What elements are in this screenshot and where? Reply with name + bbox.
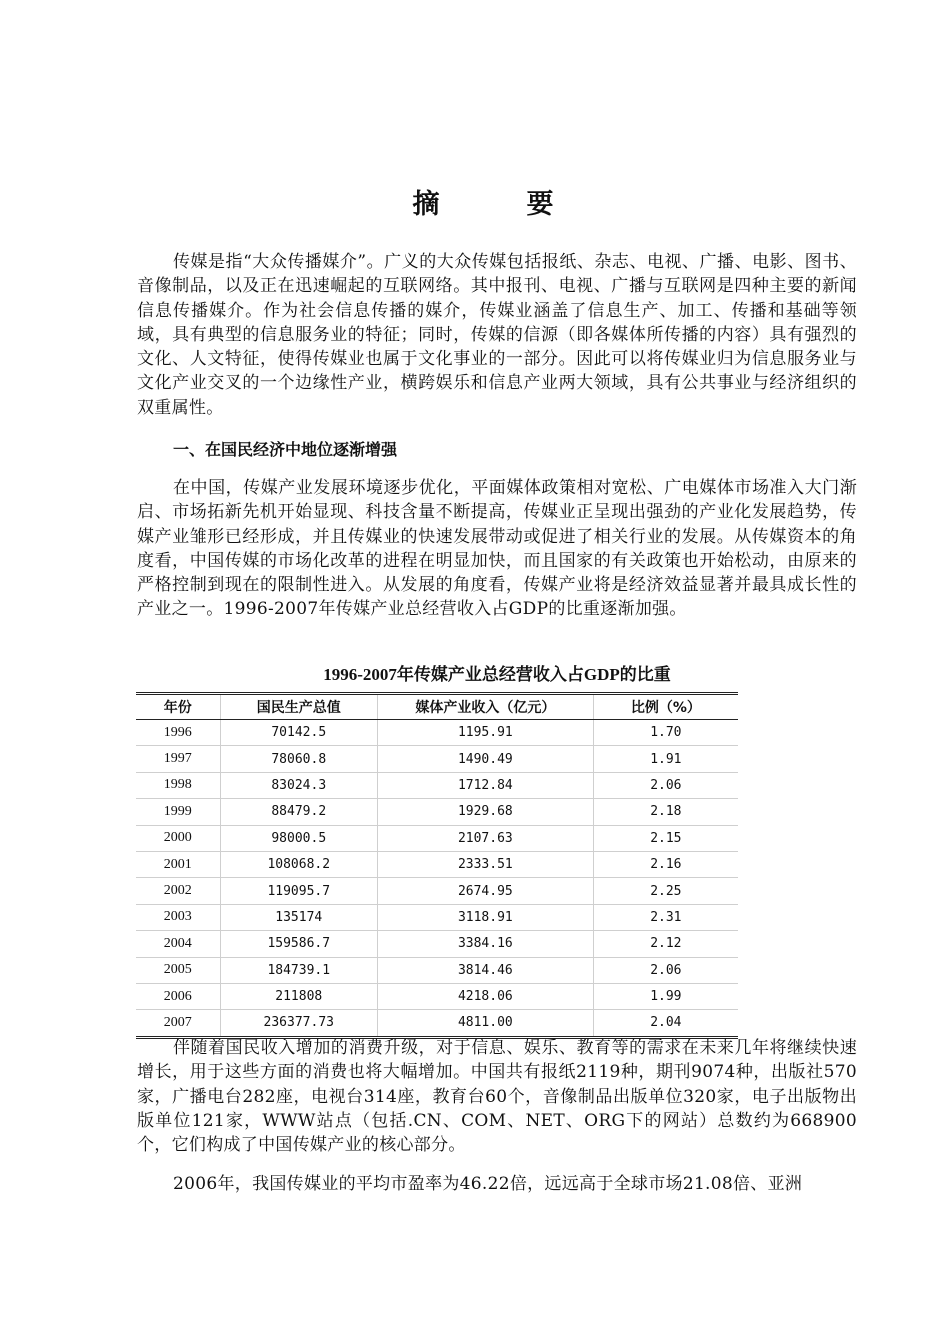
cell-gdp: 135174 [220,904,377,930]
table-header-row [136,694,738,720]
cell-ratio: 2.15 [593,825,738,851]
header-media-income: 媒体产业收入（亿元） [377,694,593,720]
gdp-ratio-table [136,692,738,1039]
cell-gdp: 236377.73 [220,1010,377,1037]
cell-media-income: 4218.06 [377,983,593,1009]
cell-year: 1996 [136,720,220,746]
cell-media-income: 1929.68 [377,799,593,825]
table-row [136,746,738,772]
table-row [136,851,738,877]
cell-year: 1998 [136,772,220,798]
cell-ratio: 2.18 [593,799,738,825]
cell-ratio: 2.16 [593,851,738,877]
cell-ratio: 2.25 [593,878,738,904]
cell-gdp: 184739.1 [220,957,377,983]
table-row [136,825,738,851]
cell-ratio: 1.91 [593,746,738,772]
cell-ratio: 1.99 [593,983,738,1009]
last-paragraph: 2006年，我国传媒业的平均市盈率为46.22倍，远远高于全球市场21.08倍、亚洲 [173,1174,803,1194]
header-year: 年份 [136,694,220,720]
cell-gdp: 70142.5 [220,720,377,746]
section-heading: 一、在国民经济中地位逐渐增强 [173,440,398,459]
table-row [136,772,738,798]
cell-gdp: 211808 [220,983,377,1009]
cell-year: 2006 [136,983,220,1009]
cell-media-income: 2674.95 [377,878,593,904]
cell-gdp: 98000.5 [220,825,377,851]
intro-paragraph: 传媒是指“大众传播媒介”。广义的大众传媒包括报纸、杂志、电视、广播、电影、图书、音像制品，以及正在迅速崛起的互联网络。其中报刊、电视、广播与互联网是四种主要的新闻信息传播媒介。作为社会信息传播的媒介，传媒业涵盖了信息生产、加工、传播和基础等领域，具有典型的信息服务业的特征；同时，传媒的信源（即各媒体所传播的内容）具有强烈的文化、人文特征，使得传媒业也属于文化事业的一部分。因此可以将传媒业归为信息服务业与文化产业交叉的一个边缘性产业，横跨娱乐和信息产业两大领域，具有公共事业与经济组织的双重属性。 [137,252,857,418]
cell-ratio: 2.12 [593,931,738,957]
table-body [136,720,738,1038]
table-title: 1996-2007年传媒产业总经营收入占GDP的比重 [323,665,671,684]
cell-year: 2003 [136,904,220,930]
cell-media-income: 2333.51 [377,851,593,877]
cell-media-income: 1195.91 [377,720,593,746]
cell-ratio: 1.70 [593,720,738,746]
cell-year: 2007 [136,1010,220,1037]
cell-ratio: 2.06 [593,957,738,983]
cell-ratio: 2.31 [593,904,738,930]
header-gdp: 国民生产总值 [220,694,377,720]
cell-year: 1999 [136,799,220,825]
table-row [136,957,738,983]
cell-media-income: 3384.16 [377,931,593,957]
table-row [136,1010,738,1037]
cell-media-income: 1490.49 [377,746,593,772]
after-table-paragraph: 伴随着国民收入增加的消费升级，对于信息、娱乐、教育等的需求在未来几年将继续快速增长，用于这些方面的消费也将大幅增加。中国共有报纸2119种，期刊9074种，出版社570家，广播电台282座，电视台314座，教育台60个，音像制品出版单位320家，电子出版物出版单位121家，WWW站点（包括.CN、COM、NET、ORG下的网站）总数约为668900个，它们构成了中国传媒产业的核心部分。 [137,1038,857,1156]
cell-year: 2001 [136,851,220,877]
cell-media-income: 4811.00 [377,1010,593,1037]
cell-year: 2000 [136,825,220,851]
cell-year: 1997 [136,746,220,772]
header-ratio: 比例（%） [593,694,738,720]
table-row [136,878,738,904]
cell-year: 2002 [136,878,220,904]
cell-ratio: 2.06 [593,772,738,798]
table-row [136,904,738,930]
cell-gdp: 83024.3 [220,772,377,798]
table-row [136,931,738,957]
page-title: 摘 要 [412,189,584,220]
cell-gdp: 88479.2 [220,799,377,825]
cell-media-income: 3814.46 [377,957,593,983]
cell-ratio: 2.04 [650,1015,682,1031]
cell-media-income: 1712.84 [377,772,593,798]
cell-media-income: 2107.63 [377,825,593,851]
cell-gdp: 78060.8 [220,746,377,772]
section-body-paragraph: 在中国，传媒产业发展环境逐步优化，平面媒体政策相对宽松、广电媒体市场准入大门渐启、市场拓新先机开始显现、科技含量不断提高，传媒业正呈现出强劲的产业化发展趋势，传媒产业雏形已经形成，并且传媒业的快速发展带动或促进了相关行业的发展。从传媒资本的角度看，中国传媒的市场化改革的进程在明显加快，而且国家的有关政策也开始松动，由原来的严格控制到现在的限制性进入。从发展的角度看，传媒产业将是经济效益显著并最具成长性的产业之一。1996-2007年传媒产业总经营收入占GDP的比重逐渐加强。 [137,478,857,620]
table-row [136,799,738,825]
cell-gdp: 119095.7 [220,878,377,904]
cell-year: 2004 [136,931,220,957]
cell-gdp: 159586.7 [220,931,377,957]
table-row [136,983,738,1009]
table-row [136,720,738,746]
cell-media-income: 3118.91 [377,904,593,930]
cell-year: 2005 [136,957,220,983]
cell-gdp: 108068.2 [220,851,377,877]
